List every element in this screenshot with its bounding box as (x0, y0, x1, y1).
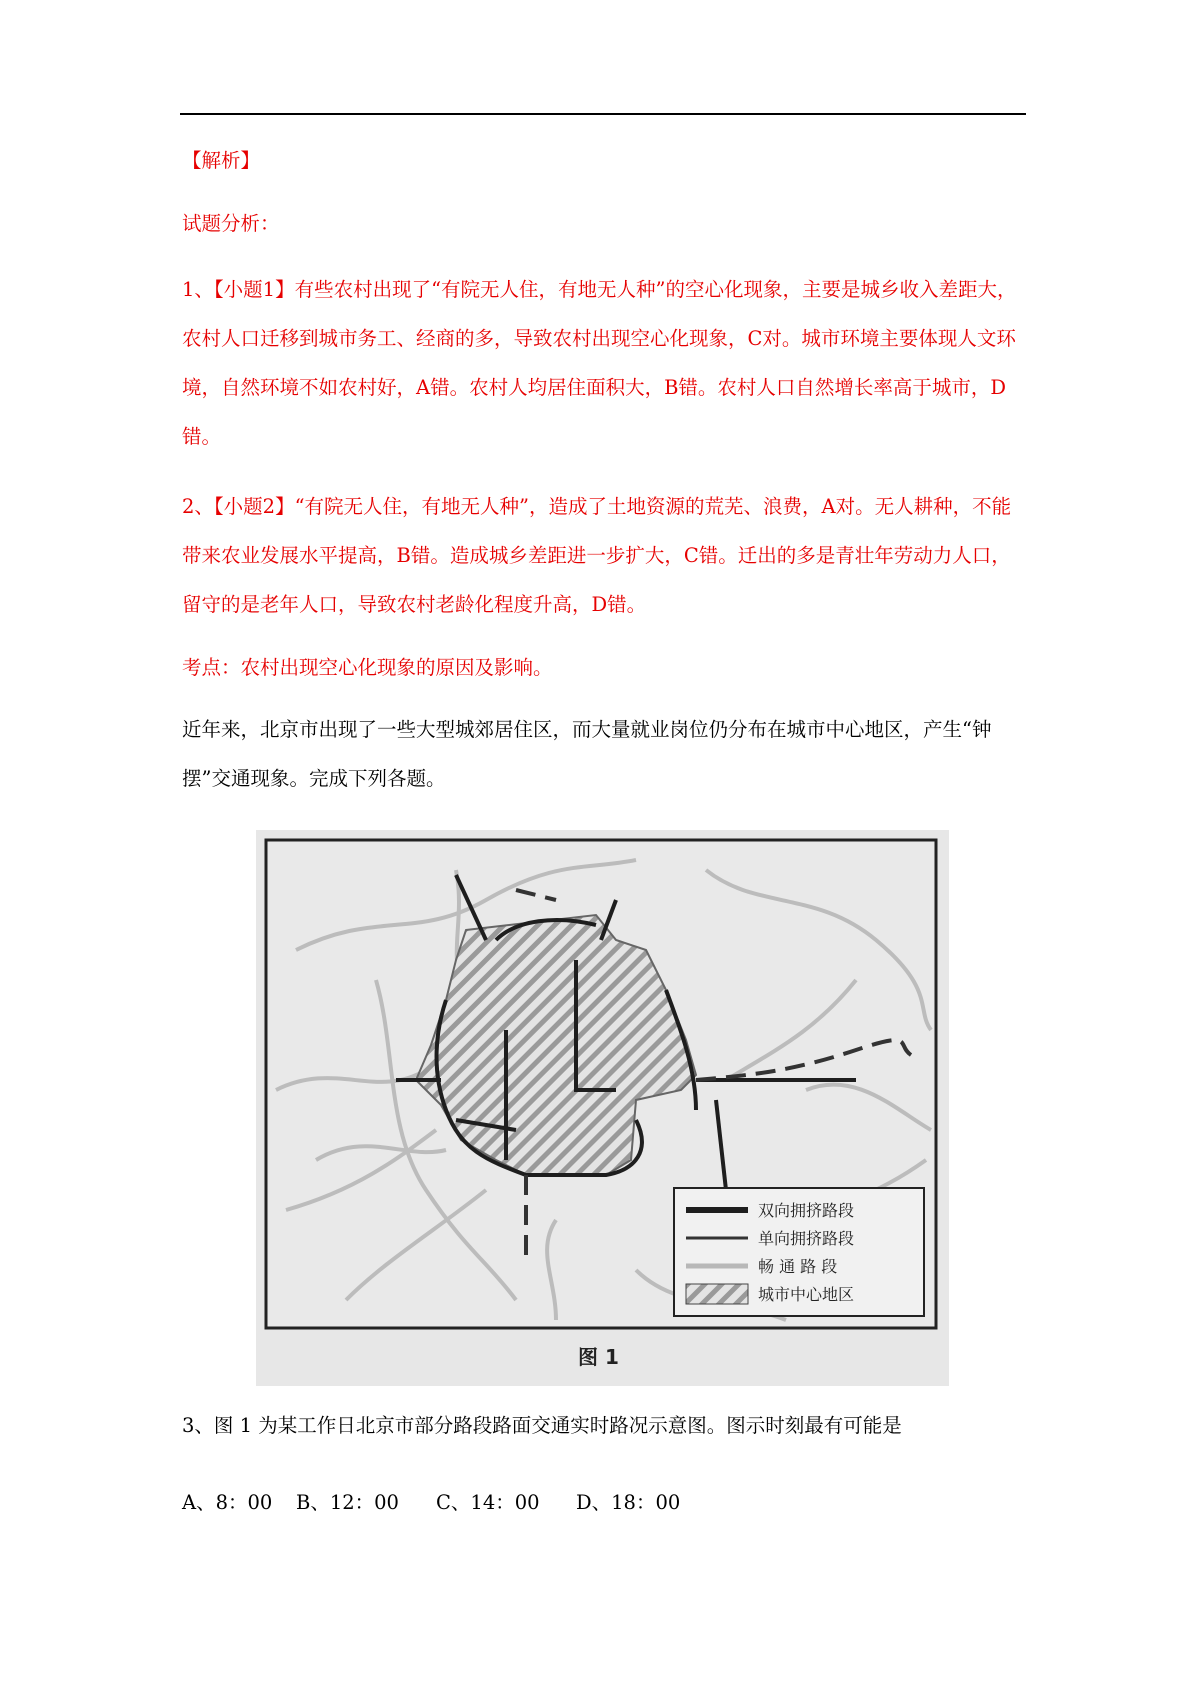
legend-label-one-way: 单向拥挤路段 (758, 1229, 855, 1248)
analysis-label: 试题分析： (182, 212, 280, 235)
legend-label-smooth: 畅 通 路 段 (758, 1257, 838, 1276)
legend-swatch-centre (686, 1284, 748, 1304)
figure-caption: 图 1 (578, 1345, 619, 1369)
question-3-options (182, 1478, 1027, 1527)
question-intro: 近年来，北京市出现了一些大型城郊居住区，而大量就业岗位仍分布在城市中心地区，产生“钟摆”交通现象。完成下列各题。 (182, 718, 992, 790)
option-a[interactable]: A、8：00 (182, 1491, 273, 1514)
analysis-heading: 【解析】 (182, 149, 261, 172)
option-c[interactable]: C、14：00 (436, 1491, 540, 1514)
header-rule (180, 113, 1026, 115)
exam-point: 考点：农村出现空心化现象的原因及影响。 (182, 656, 553, 679)
map-svg (256, 830, 949, 1386)
answer-q1: 1、【小题1】有些农村出现了“有院无人住，有地无人种”的空心化现象，主要是城乡收入差距大，农村人口迁移到城市务工、经商的多，导致农村出现空心化现象，C对。城市环境主要体现人文环境，自然环境不如农村好，A错。农村人均居住面积大，B错。农村人口自然增长率高于城市，D错。 (182, 278, 1017, 448)
option-b[interactable]: B、12：00 (296, 1491, 399, 1514)
question-3: 3、图 1 为某工作日北京市部分路段路面交通实时路况示意图。图示时刻最有可能是 (182, 1414, 902, 1437)
beijing-traffic-map (256, 830, 949, 1386)
answer-q2: 2、【小题2】“有院无人住，有地无人种”，造成了土地资源的荒芜、浪费，A对。无人耕种，不能带来农业发展水平提高，B错。造成城乡差距进一步扩大，C错。迁出的多是青壮年劳动力人口，留守的是老年人口，导致农村老龄化程度升高，D错。 (182, 495, 1012, 616)
legend-label-centre: 城市中心地区 (758, 1285, 855, 1304)
option-d[interactable]: D、18：00 (576, 1491, 681, 1514)
legend-label-two-way: 双向拥挤路段 (758, 1201, 855, 1220)
